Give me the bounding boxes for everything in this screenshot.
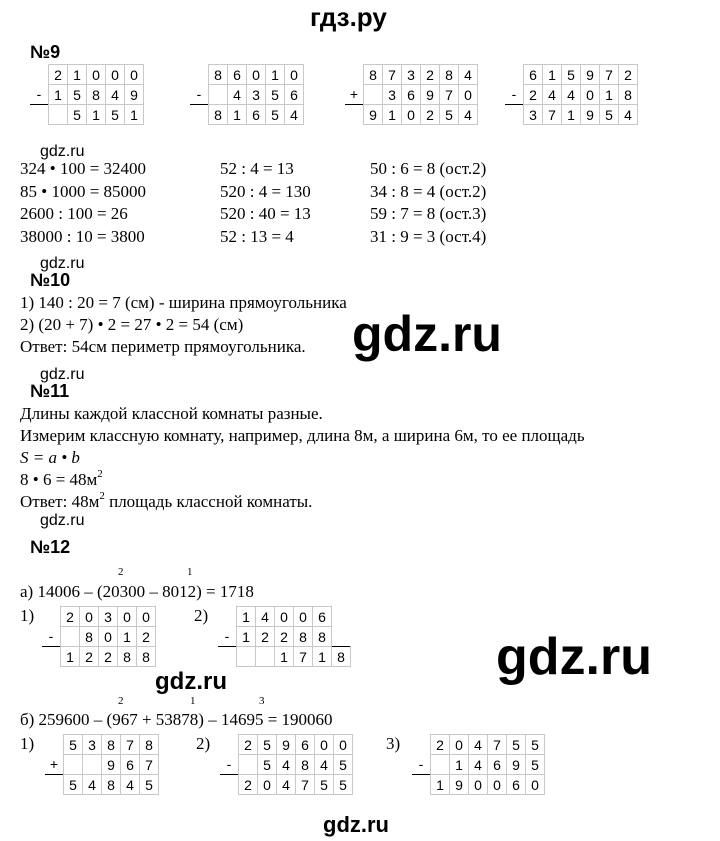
digit-cell: 8	[364, 65, 383, 85]
step-label: 1)	[20, 734, 35, 753]
digit-cell: 1	[450, 755, 469, 775]
digit-cell: 4	[562, 85, 581, 105]
operand-row	[412, 735, 545, 755]
digit-cell	[64, 755, 83, 775]
digit-cell: 5	[562, 65, 581, 85]
digit-cell: 0	[459, 85, 478, 105]
expression-b: б) 259600 – (967 + 53878) – 14695 = 190060	[20, 710, 333, 729]
digit-cell: 1	[383, 105, 402, 125]
task-9-col3	[370, 158, 486, 248]
digit-cell: 6	[507, 775, 526, 795]
expression-a: а) 14006 – (20300 – 8012) = 1718	[20, 582, 254, 601]
sign-cell	[190, 105, 209, 125]
digit-cell: 6	[488, 755, 507, 775]
digit-cell: 7	[383, 65, 402, 85]
operation-sign: -	[42, 627, 61, 647]
digit-cell: 0	[581, 85, 600, 105]
digit-cell: 1	[118, 627, 137, 647]
equation: 2600 : 100 = 26	[20, 204, 128, 223]
digit-cell: 6	[296, 735, 315, 755]
digit-cell: 1	[313, 647, 332, 667]
task-9-col1	[20, 158, 146, 248]
solution-line: Ответ: 54см периметр прямоугольника.	[20, 337, 306, 356]
sign-cell	[30, 105, 49, 125]
digit-cell: 4	[315, 755, 334, 775]
digit-cell: 8	[332, 647, 351, 667]
digit-cell: 4	[459, 65, 478, 85]
equation: 324 • 100 = 32400	[20, 159, 147, 178]
digit-cell: 6	[121, 755, 140, 775]
task-11-line2: Измерим классную комнату, например, длина 8м, а ширина 6м, то ее площадь	[20, 426, 585, 445]
digit-cell: 0	[247, 65, 266, 85]
digit-cell: 5	[440, 105, 459, 125]
digit-cell: 6	[247, 105, 266, 125]
operand-row	[30, 85, 144, 105]
equation: 38000 : 10 = 3800	[20, 226, 145, 246]
digit-cell: 9	[450, 775, 469, 795]
answer-end: площадь классной комнаты.	[104, 492, 313, 511]
operand-row	[220, 755, 353, 775]
equation: 52 : 4 = 13	[220, 159, 294, 178]
operand-row	[505, 65, 638, 85]
digit-cell: 3	[524, 105, 543, 125]
operand-row	[218, 627, 351, 647]
digit-cell: 0	[258, 775, 277, 795]
power-mark: 2	[99, 490, 105, 502]
digit-cell	[61, 627, 80, 647]
step-label: 1)	[20, 606, 35, 625]
digit-cell: 5	[266, 105, 285, 125]
watermark-large: gdz.ru	[352, 306, 502, 362]
sign-cell	[505, 105, 524, 125]
digit-cell: 8	[140, 735, 159, 755]
digit-cell: 2	[80, 647, 99, 667]
equation: 31 : 9 = 3 (ост.4)	[370, 226, 487, 246]
digit-cell: 0	[488, 775, 507, 795]
operand-row	[42, 607, 156, 627]
sign-cell	[30, 65, 49, 85]
result-row	[345, 105, 478, 125]
digit-cell: 0	[294, 607, 313, 627]
digit-cell: 4	[121, 775, 140, 795]
digit-cell: 1	[237, 607, 256, 627]
digit-cell: 7	[440, 85, 459, 105]
result-row	[190, 105, 304, 125]
column-calculation-grid	[220, 734, 353, 795]
operand-row	[190, 65, 304, 85]
sign-cell	[218, 607, 237, 627]
digit-cell: 2	[239, 735, 258, 755]
digit-cell: 8	[102, 775, 121, 795]
digit-cell: 0	[402, 105, 421, 125]
digit-cell: 8	[80, 627, 99, 647]
order-mark: 2	[118, 566, 124, 578]
digit-cell: 4	[469, 755, 488, 775]
calc-text: 8 • 6 = 48м	[20, 470, 98, 489]
digit-cell: 8	[440, 65, 459, 85]
operation-sign: -	[505, 85, 524, 105]
watermark-small: gdz.ru	[40, 255, 85, 272]
digit-cell: 9	[277, 735, 296, 755]
digit-cell	[237, 647, 256, 667]
result-row	[45, 775, 159, 795]
sign-cell	[412, 735, 431, 755]
operation-sign: -	[412, 755, 431, 775]
digit-cell: 2	[49, 65, 68, 85]
operand-row	[190, 85, 304, 105]
digit-cell: 8	[118, 647, 137, 667]
column-calculation-grid	[218, 606, 351, 667]
digit-cell: 2	[524, 85, 543, 105]
equation: 34 : 8 = 4 (ост.2)	[370, 181, 487, 201]
digit-cell: 4	[285, 105, 304, 125]
digit-cell: 2	[275, 627, 294, 647]
operation-sign: -	[30, 85, 49, 105]
sign-cell	[220, 735, 239, 755]
result-row	[42, 647, 156, 667]
digit-cell: 6	[285, 85, 304, 105]
digit-cell: 3	[99, 607, 118, 627]
sign-cell	[190, 65, 209, 85]
watermark-small: gdz.ru	[40, 143, 85, 160]
operand-row	[345, 65, 478, 85]
watermark-large: gdz.ru	[496, 628, 652, 686]
digit-cell	[256, 647, 275, 667]
watermark-medium: gdz.ru	[155, 668, 227, 695]
equation: 50 : 6 = 8 (ост.2)	[370, 159, 487, 178]
equation: 59 : 7 = 8 (ост.3)	[370, 204, 487, 223]
watermark-small: gdz.ru	[40, 512, 85, 529]
solution-line: 2) (20 + 7) • 2 = 27 • 2 = 54 (см)	[20, 315, 244, 334]
digit-cell: 4	[543, 85, 562, 105]
equation: 520 : 40 = 13	[220, 204, 311, 223]
digit-cell: 4	[83, 775, 102, 795]
area-calculation	[20, 470, 103, 490]
operation-sign: +	[345, 85, 364, 105]
digit-cell: 1	[61, 647, 80, 667]
column-calculation-grid	[190, 64, 304, 125]
digit-cell: 2	[421, 65, 440, 85]
digit-cell: 0	[469, 775, 488, 795]
digit-cell: 0	[87, 65, 106, 85]
digit-cell	[431, 755, 450, 775]
digit-cell: 1	[600, 85, 619, 105]
digit-cell: 4	[256, 607, 275, 627]
digit-cell: 7	[140, 755, 159, 775]
order-mark: 2	[118, 695, 124, 707]
solution-line: 1) 140 : 20 = 7 (см) - ширина прямоугольника	[20, 293, 347, 312]
sign-cell	[505, 65, 524, 85]
digit-cell: 9	[364, 105, 383, 125]
digit-cell: 5	[526, 735, 545, 755]
task-11-answer	[20, 492, 312, 512]
digit-cell: 9	[102, 755, 121, 775]
digit-cell: 5	[258, 735, 277, 755]
digit-cell: 7	[543, 105, 562, 125]
order-mark: 3	[259, 695, 265, 707]
digit-cell: 3	[402, 65, 421, 85]
equation: 85 • 1000 = 85000	[20, 181, 147, 201]
power-mark: 2	[97, 468, 103, 480]
result-row	[218, 647, 351, 667]
digit-cell	[209, 85, 228, 105]
digit-cell: 5	[68, 105, 87, 125]
digit-cell: 8	[102, 735, 121, 755]
operand-row	[218, 607, 351, 627]
digit-cell: 6	[313, 607, 332, 627]
digit-cell: 1	[68, 65, 87, 85]
digit-cell: 9	[507, 755, 526, 775]
operation-sign: +	[45, 755, 64, 775]
operand-row	[30, 65, 144, 85]
digit-cell: 8	[209, 65, 228, 85]
step-label: 3)	[386, 734, 401, 753]
digit-cell: 2	[61, 607, 80, 627]
operand-row	[505, 85, 638, 105]
task-10-solution	[20, 292, 347, 358]
digit-cell: 8	[294, 627, 313, 647]
digit-cell: 7	[121, 735, 140, 755]
digit-cell: 8	[87, 85, 106, 105]
digit-cell: 7	[488, 735, 507, 755]
sign-cell	[45, 735, 64, 755]
digit-cell: 3	[83, 735, 102, 755]
operand-row	[42, 627, 156, 647]
digit-cell: 6	[402, 85, 421, 105]
task-9-col2	[220, 158, 311, 248]
digit-cell: 7	[600, 65, 619, 85]
digit-cell: 4	[619, 105, 638, 125]
digit-cell: 1	[49, 85, 68, 105]
operand-row	[45, 735, 159, 755]
operation-sign: -	[220, 755, 239, 775]
digit-cell: 5	[258, 755, 277, 775]
digit-cell: 1	[275, 647, 294, 667]
digit-cell: 4	[277, 775, 296, 795]
digit-cell: 1	[125, 105, 144, 125]
digit-cell: 9	[581, 65, 600, 85]
digit-cell: 0	[118, 607, 137, 627]
digit-cell: 5	[68, 85, 87, 105]
equation: 520 : 4 = 130	[220, 181, 311, 201]
step-label: 2)	[194, 606, 209, 625]
digit-cell: 2	[619, 65, 638, 85]
step-label: 2)	[196, 734, 211, 753]
digit-cell: 0	[80, 607, 99, 627]
digit-cell	[364, 85, 383, 105]
digit-cell: 5	[334, 775, 353, 795]
digit-cell: 8	[137, 647, 156, 667]
result-row	[30, 105, 144, 125]
digit-cell: 5	[64, 735, 83, 755]
sign-cell	[42, 647, 61, 667]
column-calculation-grid	[345, 64, 478, 125]
digit-cell: 3	[247, 85, 266, 105]
digit-cell: 4	[106, 85, 125, 105]
sign-cell	[345, 105, 364, 125]
column-calculation-grid	[30, 64, 144, 125]
digit-cell: 0	[99, 627, 118, 647]
digit-cell: 0	[137, 607, 156, 627]
task-10-heading: №10	[30, 270, 71, 290]
sign-cell	[345, 65, 364, 85]
operand-row	[412, 755, 545, 775]
footer-watermark: gdz.ru	[323, 812, 389, 837]
digit-cell: 4	[277, 755, 296, 775]
column-calculation-grid	[412, 734, 545, 795]
operand-row	[220, 735, 353, 755]
digit-cell: 0	[125, 65, 144, 85]
result-row	[505, 105, 638, 125]
digit-cell: 5	[507, 735, 526, 755]
digit-cell: 3	[383, 85, 402, 105]
digit-cell: 9	[125, 85, 144, 105]
column-calculation-grid	[45, 734, 159, 795]
digit-cell: 0	[285, 65, 304, 85]
digit-cell: 5	[64, 775, 83, 795]
digit-cell: 2	[137, 627, 156, 647]
order-mark: 1	[190, 695, 196, 707]
equation: 52 : 13 = 4	[220, 226, 294, 246]
digit-cell: 8	[313, 627, 332, 647]
digit-cell: 5	[315, 775, 334, 795]
digit-cell: 5	[526, 755, 545, 775]
operation-sign: -	[218, 627, 237, 647]
digit-cell: 5	[140, 775, 159, 795]
digit-cell: 7	[294, 647, 313, 667]
sign-cell	[218, 647, 237, 667]
digit-cell: 0	[526, 775, 545, 795]
watermark-small: gdz.ru	[40, 366, 85, 383]
column-calculation-grid	[505, 64, 638, 125]
digit-cell: 1	[543, 65, 562, 85]
task-11-heading: №11	[30, 381, 70, 401]
operand-row	[345, 85, 478, 105]
digit-cell: 0	[106, 65, 125, 85]
sign-cell	[42, 607, 61, 627]
digit-cell: 8	[296, 755, 315, 775]
digit-cell: 4	[459, 105, 478, 125]
digit-cell: 2	[239, 775, 258, 795]
digit-cell: 5	[106, 105, 125, 125]
digit-cell: 9	[421, 85, 440, 105]
digit-cell: 1	[87, 105, 106, 125]
digit-cell: 0	[275, 607, 294, 627]
digit-cell	[239, 755, 258, 775]
sign-cell	[220, 775, 239, 795]
order-mark: 1	[187, 566, 193, 578]
result-row	[220, 775, 353, 795]
digit-cell: 7	[296, 775, 315, 795]
task-12-heading: №12	[30, 537, 71, 557]
sign-cell	[412, 775, 431, 795]
digit-cell: 1	[228, 105, 247, 125]
result-row	[412, 775, 545, 795]
digit-cell: 6	[228, 65, 247, 85]
digit-cell: 4	[228, 85, 247, 105]
digit-cell: 5	[266, 85, 285, 105]
task-9-heading: №9	[30, 42, 61, 62]
digit-cell: 1	[237, 627, 256, 647]
digit-cell: 8	[209, 105, 228, 125]
task-11-line1: Длины каждой классной комнаты разные.	[20, 404, 323, 423]
digit-cell: 2	[99, 647, 118, 667]
digit-cell: 5	[334, 755, 353, 775]
digit-cell: 1	[562, 105, 581, 125]
digit-cell: 0	[450, 735, 469, 755]
operation-sign: -	[190, 85, 209, 105]
sign-cell	[45, 775, 64, 795]
digit-cell: 1	[266, 65, 285, 85]
digit-cell: 8	[619, 85, 638, 105]
digit-cell: 5	[600, 105, 619, 125]
digit-cell: 2	[256, 627, 275, 647]
answer-start: Ответ: 48м	[20, 492, 100, 511]
digit-cell	[83, 755, 102, 775]
digit-cell: 0	[315, 735, 334, 755]
digit-cell: 1	[431, 775, 450, 795]
site-title: гдз.ру	[310, 2, 387, 32]
digit-cell	[49, 105, 68, 125]
digit-cell: 4	[469, 735, 488, 755]
digit-cell: 6	[524, 65, 543, 85]
digit-cell: 2	[431, 735, 450, 755]
digit-cell: 2	[421, 105, 440, 125]
digit-cell: 9	[581, 105, 600, 125]
area-formula: S = a • b	[20, 448, 80, 467]
digit-cell: 0	[334, 735, 353, 755]
operand-row	[45, 755, 159, 775]
column-calculation-grid	[42, 606, 156, 667]
